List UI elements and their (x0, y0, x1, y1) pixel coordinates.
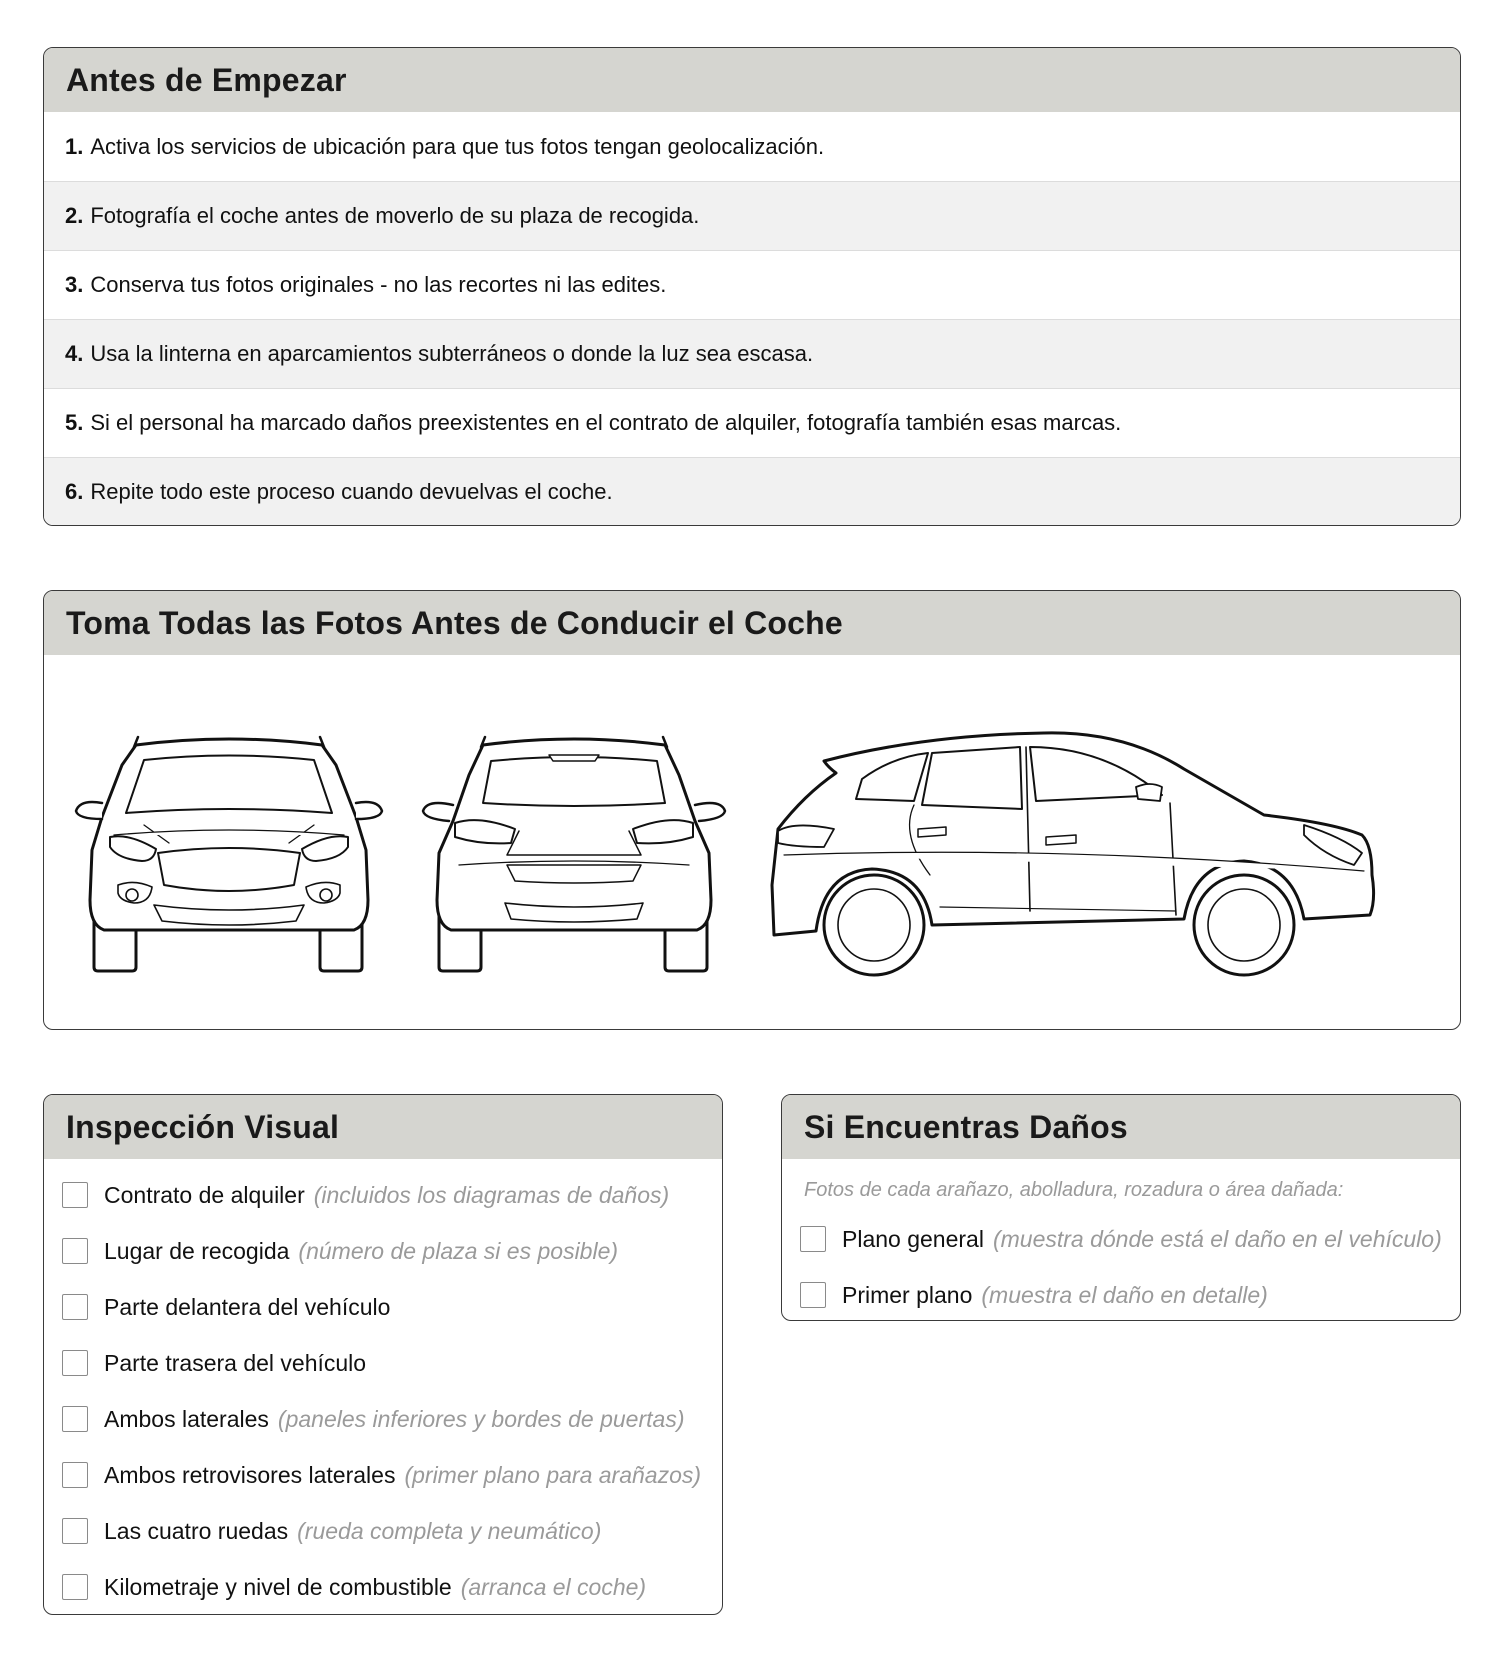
step-row (44, 250, 1460, 319)
panel-header (782, 1095, 1460, 1159)
panel-header (44, 591, 1460, 655)
step-number: 5. (65, 410, 84, 435)
item-note: (muestra dónde está el daño en el vehículo) (992, 1225, 1442, 1252)
step-row (44, 457, 1460, 526)
checklist-item[interactable] (44, 1279, 722, 1335)
item-note: (número de plaza si es posible) (298, 1237, 619, 1264)
checkbox[interactable] (800, 1226, 826, 1252)
checkbox[interactable] (62, 1350, 88, 1376)
step-number: 4. (65, 341, 84, 366)
checkbox[interactable] (62, 1294, 88, 1320)
car-rear-illustration (419, 725, 729, 985)
item-label: Contrato de alquiler (104, 1181, 305, 1208)
step-row (44, 388, 1460, 457)
panel-title: Inspección Visual (66, 1108, 340, 1145)
checklist-item[interactable] (44, 1503, 722, 1559)
item-label: Parte delantera del vehículo (104, 1293, 391, 1320)
damage-checklist (782, 1211, 1460, 1321)
step-text: Si el personal ha marcado daños preexistentes en el contrato de alquiler, fotografía también esas marcas. (90, 410, 1122, 435)
if-damage-panel (781, 1094, 1461, 1321)
item-note: (rueda completa y neumático) (297, 1517, 602, 1544)
damage-intro-text: Fotos de cada arañazo, abolladura, rozadura o área dañada: (804, 1179, 1344, 1201)
car-side-illustration (764, 725, 1404, 985)
step-number: 6. (65, 479, 84, 504)
item-label: Parte trasera del vehículo (104, 1349, 367, 1376)
before-you-start-panel (43, 47, 1461, 526)
item-label: Primer plano (842, 1281, 973, 1308)
item-note: (muestra el daño en detalle) (981, 1281, 1268, 1308)
step-text: Fotografía el coche antes de moverlo de su plaza de recogida. (90, 203, 700, 228)
item-label: Ambos laterales (104, 1405, 269, 1432)
step-row (44, 112, 1460, 181)
visual-inspection-panel (43, 1094, 723, 1615)
panel-title: Antes de Empezar (66, 61, 347, 98)
checkbox[interactable] (62, 1406, 88, 1432)
step-number: 1. (65, 133, 84, 159)
step-row (44, 319, 1460, 388)
car-diagrams (44, 655, 1460, 1029)
checkbox[interactable] (800, 1282, 826, 1308)
step-number: 2. (65, 203, 84, 228)
step-text: Repite todo este proceso cuando devuelvas el coche. (90, 479, 613, 504)
checkbox[interactable] (62, 1182, 88, 1208)
panel-title: Toma Todas las Fotos Antes de Conducir el Coche (66, 604, 843, 641)
item-label: Kilometraje y nivel de combustible (104, 1573, 452, 1600)
step-text: Usa la linterna en aparcamientos subterráneos o donde la luz sea escasa. (90, 341, 814, 366)
item-label: Ambos retrovisores laterales (104, 1461, 396, 1488)
item-label: Las cuatro ruedas (104, 1517, 289, 1544)
checklist-item[interactable] (44, 1335, 722, 1391)
item-note: (primer plano para arañazos) (404, 1461, 702, 1488)
item-note: (incluidos los diagramas de daños) (313, 1181, 670, 1208)
checklist-item[interactable] (44, 1447, 722, 1503)
panel-header (44, 48, 1460, 112)
checklist-item[interactable] (782, 1211, 1460, 1267)
checklist-item[interactable] (44, 1167, 722, 1223)
checkbox[interactable] (62, 1238, 88, 1264)
inspection-checklist (44, 1159, 722, 1615)
checkbox[interactable] (62, 1462, 88, 1488)
panel-header (44, 1095, 722, 1159)
checkbox[interactable] (62, 1518, 88, 1544)
checklist-item[interactable] (44, 1223, 722, 1279)
step-text: Activa los servicios de ubicación para que tus fotos tengan geolocalización. (90, 133, 825, 159)
item-label: Plano general (842, 1225, 984, 1252)
checklist-item[interactable] (782, 1267, 1460, 1321)
car-front-illustration (74, 725, 384, 985)
item-note: (paneles inferiores y bordes de puertas) (277, 1405, 685, 1432)
step-row (44, 181, 1460, 250)
steps-list (44, 112, 1460, 526)
panel-title: Si Encuentras Daños (804, 1108, 1128, 1145)
step-number: 3. (65, 272, 84, 297)
take-photos-panel (43, 590, 1461, 1030)
step-text: Conserva tus fotos originales - no las recortes ni las edites. (90, 272, 667, 297)
item-label: Lugar de recogida (104, 1237, 290, 1264)
checkbox[interactable] (62, 1574, 88, 1600)
checklist-item[interactable] (44, 1559, 722, 1615)
checklist-item[interactable] (44, 1391, 722, 1447)
item-note: (arranca el coche) (460, 1573, 647, 1600)
